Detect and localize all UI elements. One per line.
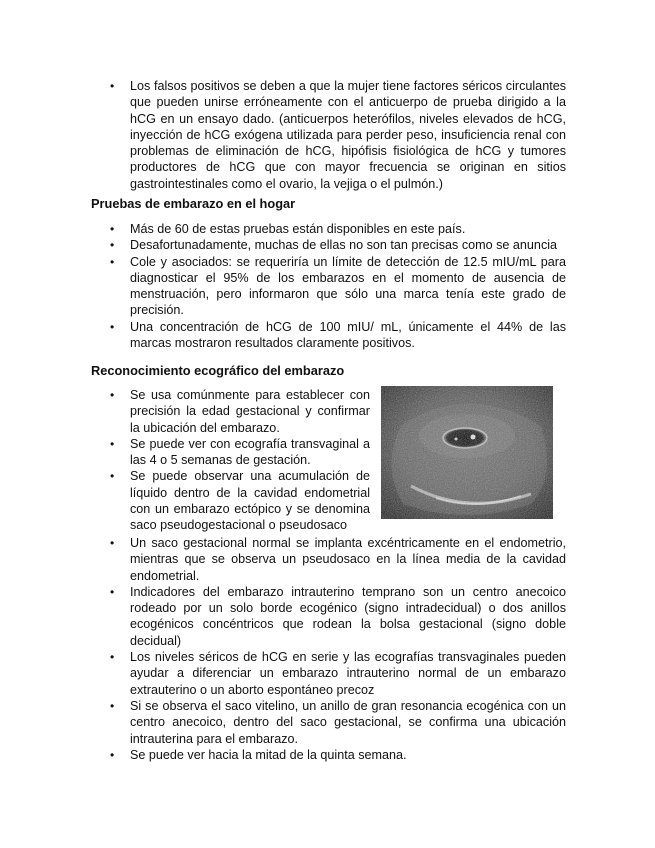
bullet-glyph: • [110,388,115,402]
bullet-glyph: • [110,222,115,236]
list-item [110,78,566,192]
list-item-text: Más de 60 de estas pruebas están disponibles en este país. [130,222,466,236]
bullet-glyph: • [110,747,115,762]
list-item-text: Los falsos positivos se deben a que la mujer tiene factores séricos circulantes que pueden unirse erróneamente con el anticuerpo de prueba dirigido a la hCG en un ensayo dado. (anticuerpos heterófilos, niveles elevados de hCG, inyección de hCG exógena utilizada para perder peso, insuficiencia renal con problemas de eliminación de hCG, hipófisis fisiológica de hCG y tumores productores de hCG que con mayor frecuencia se originan en sitios gastrointestinales como el ovario, la vejiga o el pulmón.) [130,79,566,191]
bullet-glyph: • [110,436,115,451]
bullet-glyph: • [110,238,115,253]
list-item-text: Se puede ver con ecografía transvaginal a las 4 o 5 semanas de gestación. [130,436,370,468]
list-item [110,584,566,649]
section-heading-ultrasound: Reconocimiento ecográfico del embarazo [91,363,345,378]
intro-list [110,78,566,192]
list-item [110,468,370,533]
list-item-text: Desafortunadamente, muchas de ellas no son tan precisas como se anuncia [130,238,558,253]
ultrasound-image [381,386,553,519]
home-tests-list [110,221,566,351]
ultrasound-list [110,535,566,763]
list-item [110,747,566,763]
list-item-text: Un saco gestacional normal se implanta excéntricamente en el endometrio, mientras que se observa un pseudosaco en la línea media de la cavidad endometrial. [130,536,566,583]
bullet-glyph: • [110,79,115,93]
list-item [110,698,566,747]
list-item-text: Cole y asociados: se requeriría un límite de detección de 12.5 mIU/mL para diagnosticar el 95% de los embarazos en el momento de ausencia de menstruación, pero informaron que sólo una marca tenía este grado de precisión. [130,254,566,318]
list-item [110,649,566,698]
list-item-text: Se puede observar una acumulación de líquido dentro de la cavidad endometrial con un embarazo ectópico y se denomina saco pseudogestacional o pseudosaco [130,469,370,533]
list-item-text: Una concentración de hCG de 100 mIU/ mL, únicamente el 44% de las marcas mostraron resultados claramente positivos. [130,319,566,351]
list-item [110,535,566,584]
section-heading-home-tests: Pruebas de embarazo en el hogar [91,196,296,211]
list-item [110,436,370,469]
list-item [110,387,370,436]
list-item-text: Indicadores del embarazo intrauterino temprano son un centro anecoico rodeado por un solo borde ecogénico (signo intradecidual) o dos anillos ecogénicos concéntricos que rodean la bolsa gestacional (signo doble decidual) [130,584,566,648]
ultrasound-icon [381,386,553,519]
bullet-glyph: • [110,254,115,269]
list-item [110,237,566,253]
list-item [110,254,566,319]
bullet-glyph: • [110,536,115,550]
list-item-text: Se puede ver hacia la mitad de la quinta semana. [130,747,407,762]
ultrasound-narrow-list [110,387,370,534]
bullet-glyph: • [110,650,115,665]
bullet-glyph: • [110,698,115,713]
list-item [110,319,566,352]
list-item-text: Se usa comúnmente para establecer con precisión la edad gestacional y confirmar la ubicación del embarazo. [130,388,370,435]
bullet-glyph: • [110,319,115,334]
list-item-text: Si se observa el saco vitelino, un anillo de gran resonancia ecogénica con un centro anecoico, dentro del saco gestacional, se confirma una ubicación intrauterina para el embarazo. [130,698,566,746]
bullet-glyph: • [110,584,115,599]
list-item-text: Los niveles séricos de hCG en serie y las ecografías transvaginales pueden ayudar a diferenciar un embarazo intrauterino normal de un embarazo extrauterino o un aborto espontáneo precoz [130,650,566,697]
bullet-glyph: • [110,469,115,484]
list-item [110,221,566,237]
